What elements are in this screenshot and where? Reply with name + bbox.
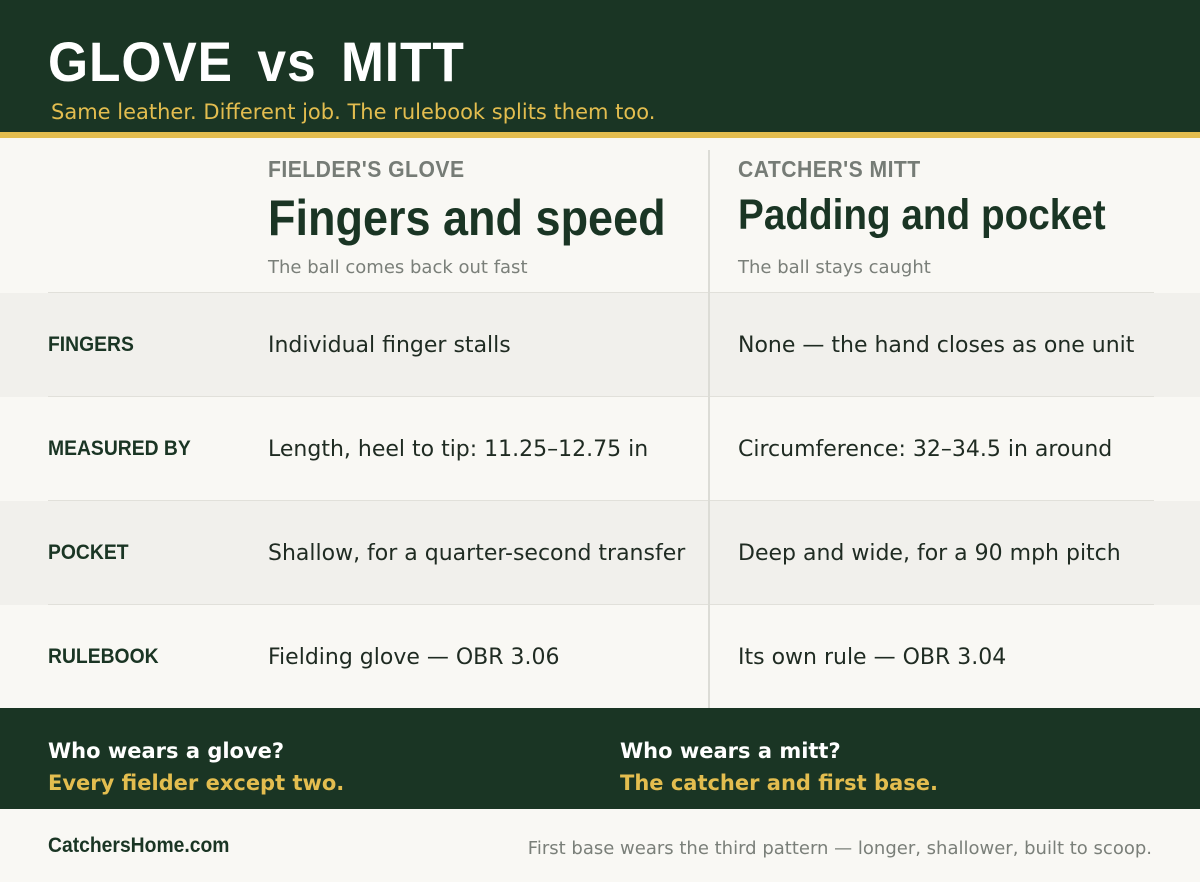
glove-description: The ball comes back out fast	[268, 257, 528, 278]
glove-headline: Fingers and speed	[268, 190, 666, 246]
page-subtitle: Same leather. Different job. The rulebook splits them too.	[51, 100, 656, 124]
glove-question: Who wears a glove?	[48, 739, 285, 763]
who-wears-glove	[48, 736, 344, 800]
mitt-cell-pocket: Deep and wide, for a 90 mph pitch	[738, 541, 1121, 566]
mitt-kicker: CATCHER'S MITT	[738, 156, 921, 182]
glove-kicker: FIELDER'S GLOVE	[268, 156, 465, 182]
page-title: GLOVE vs MITT	[48, 30, 465, 93]
mitt-cell-measured-by: Circumference: 32–34.5 in around	[738, 437, 1113, 462]
row-label-pocket: POCKET	[48, 541, 129, 564]
row-label-measured-by: MEASURED BY	[48, 437, 191, 460]
header-band	[0, 0, 1200, 132]
row-label-fingers: FINGERS	[48, 333, 134, 356]
table-row-rulebook	[0, 605, 1200, 709]
mitt-column-header	[738, 150, 1168, 240]
brand-credit: CatchersHome.com	[48, 834, 230, 857]
glove-cell-pocket: Shallow, for a quarter-second transfer	[268, 541, 686, 566]
mitt-headline: Padding and pocket	[738, 191, 1106, 239]
mitt-answer: The catcher and first base.	[620, 771, 938, 795]
mitt-cell-fingers: None — the hand closes as one unit	[738, 333, 1135, 358]
mitt-question: Who wears a mitt?	[620, 739, 841, 763]
table-row-fingers	[0, 293, 1200, 397]
glove-cell-measured-by: Length, heel to tip: 11.25–12.75 in	[268, 437, 649, 462]
table-row-pocket	[0, 501, 1200, 605]
mitt-cell-rulebook: Its own rule — OBR 3.04	[738, 645, 1007, 670]
who-wears-mitt	[620, 736, 938, 800]
glove-answer: Every fielder except two.	[48, 771, 345, 795]
table-row-measured-by	[0, 397, 1200, 501]
glove-column-header	[268, 150, 698, 248]
header-divider	[0, 132, 1200, 138]
glove-cell-rulebook: Fielding glove — OBR 3.06	[268, 645, 560, 670]
mitt-description: The ball stays caught	[738, 257, 931, 278]
row-label-rulebook: RULEBOOK	[48, 645, 159, 668]
glove-cell-fingers: Individual finger stalls	[268, 333, 511, 358]
column-divider	[708, 150, 710, 708]
footnote: First base wears the third pattern — longer, shallower, built to scoop.	[527, 838, 1152, 859]
